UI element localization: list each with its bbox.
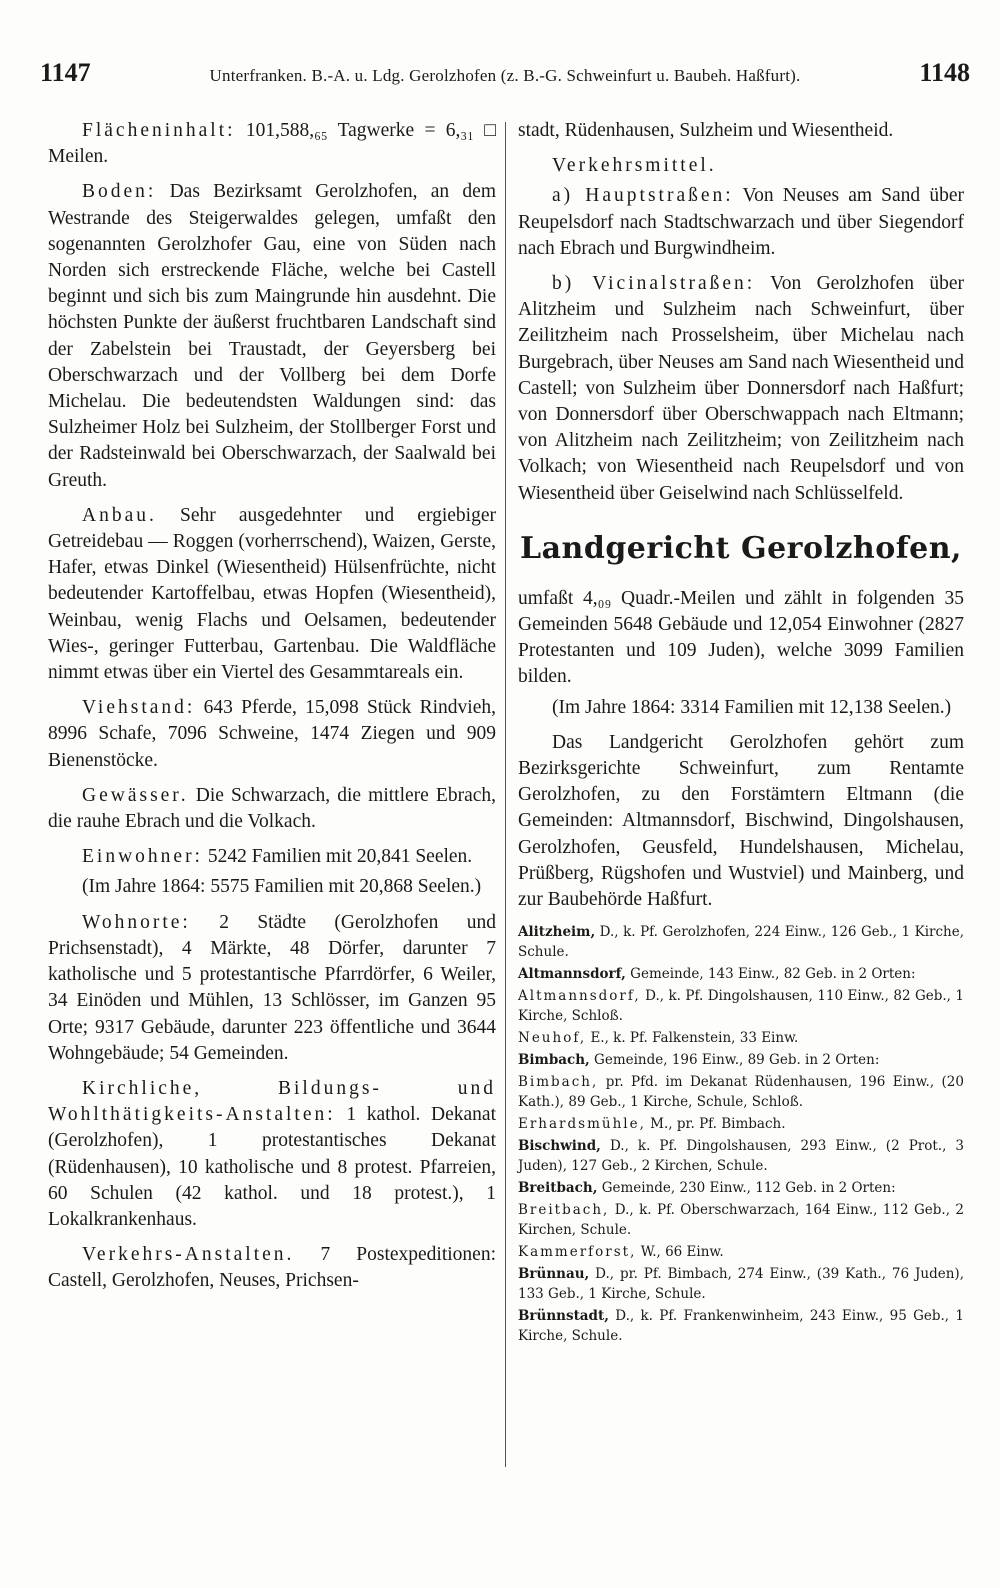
paragraph-verkehrs-anstalten-continued: stadt, Rüdenhausen, Sulzheim und Wiesentheid. [518, 120, 894, 141]
paragraph-kirchliche-anstalten: Kirchliche, Bildungs- und Wohlthätigkeits-Anstalten: 1 kathol. Dekanat (Gerolzhofen), 1 protestantisches Dekanat (Rüdenhausen), 10 katholische und 8 protest. Pfarreien, 60 Schulen (42 kathol. und 18 protest.), 1 Lokalkrankenhaus. [48, 1077, 496, 1230]
paragraph-hauptstrassen: a) Hauptstraßen: Von Neuses am Sand über Reupelsdorf nach Stadtschwarzach und über Siegendorf nach Ebrach und Burgwindheim. [518, 185, 964, 259]
paragraph-anbau: Anbau. Sehr ausgedehnter und ergiebiger Getreidebau — Roggen (vorherrschend), Waizen, Gerste, Hafer, etwas Dinkel (Wiesentheid) Hülsenfrüchte, nicht bedeutender Kartoffelbau, etwas Hopfen (Wiesentheid), Weinbau, wenig Flachs und Oelsamen, bedeutender Wies-, geringer Futterbau, Gartenbau. Die Waldfläche nimmt etwas über ein Viertel des Gesammtareals ein. [48, 504, 496, 684]
gazetteer-sub-entry: Neuhof, E., k. Pf. Falkenstein, 33 Einw. [518, 1030, 799, 1047]
gazetteer-entries [518, 922, 964, 1346]
gazetteer-entry: Altmannsdorf, Gemeinde, 143 Einw., 82 Geb. in 2 Orten: [518, 966, 916, 983]
paragraph-landgericht-jahr-1864: (Im Jahre 1864: 3314 Familien mit 12,138 Seelen.) [552, 696, 952, 718]
running-title: Unterfranken. B.-A. u. Ldg. Gerolzhofen (z. B.-G. Schweinfurt u. Baubeh. Haßfurt). [209, 66, 801, 85]
paragraph-viehstand: Viehstand: 643 Pferde, 15,098 Stück Rindvieh, 8996 Schafe, 7096 Schweine, 1474 Ziegen und 909 Bienenstöcke. [48, 697, 496, 771]
heading-verkehrsmittel: Verkehrsmittel. [552, 155, 717, 177]
paragraph-gewaesser: Gewässer. Die Schwarzach, die mittlere Ebrach, die rauhe Ebrach und die Volkach. [48, 784, 497, 833]
paragraph-wohnorte: Wohnorte: 2 Städte (Gerolzhofen und Prichsenstadt), 4 Märkte, 48 Dörfer, darunter 7 katholische und 5 protestantische Pfarrdörfer, 6 Weiler, 34 Einöden und Mühlen, 13 Schlösser, im Ganzen 95 Orte; 9317 Gebäude, darunter 223 öffentliche und 3644 Wohngebäude; 54 Gemeinden. [48, 911, 497, 1064]
gazetteer-entry: Bischwind, D., k. Pf. Dingolshausen, 293 Einw., (2 Prot., 3 Juden), 127 Geb., 2 Kirchen, Schule. [518, 1138, 964, 1175]
paragraph-flaecheninhalt: Flächeninhalt: 101,588,₆₅ Tagwerke = 6,₃₁ □ Meilen. [48, 120, 497, 168]
paragraph-vicinalstrassen: b) Vicinalstraßen: Von Gerolzhofen über Alitzheim und Sulzheim nach Schweinfurt, über Zeilitzheim nach Prosselsheim, über Michelau nach Burgebrach, über Neuses am Sand nach Wiesentheid und Castell; von Sulzheim über Donnersdorf nach Haßfurt; von Donnersdorf über Oberschwappach nach Eltmann; von Alitzheim nach Zeilitzheim; von Zeilitzheim nach Volkach; von Wiesentheid nach Reupelsdorf und von Wiesentheid über Geiselwind nach Schlüsselfeld. [518, 273, 965, 504]
gazetteer-sub-entry: Erhardsmühle, M., pr. Pf. Bimbach. [518, 1116, 786, 1133]
paragraph-einwohner: Einwohner: 5242 Familien mit 20,841 Seelen. [82, 846, 473, 868]
page-header [40, 58, 970, 98]
gazetteer-sub-entry: Bimbach, pr. Pfd. im Dekanat Rüdenhausen, 196 Einw., (20 Kath.), 89 Geb., 1 Kirche, Schule, Schloß. [518, 1074, 964, 1111]
paragraph-jahr-1864: (Im Jahre 1864: 5575 Familien mit 20,868 Seelen.) [82, 876, 482, 898]
gazetteer-entry: Breitbach, Gemeinde, 230 Einw., 112 Geb. in 2 Orten: [518, 1180, 896, 1197]
gazetteer-entry: Brünnstadt, D., k. Pf. Frankenwinheim, 243 Einw., 95 Geb., 1 Kirche, Schule. [518, 1308, 964, 1345]
gazetteer-sub-entry: Kammerforst, W., 66 Einw. [518, 1244, 724, 1261]
paragraph-landgericht-intro: umfaßt 4,₀₉ Quadr.-Meilen und zählt in folgenden 35 Gemeinden 5648 Gebäude und 12,054 Einwohner (2827 Protestanten und 109 Juden), welche 3099 Familien bilden. [518, 587, 964, 688]
gazetteer-entry: Bimbach, Gemeinde, 196 Einw., 89 Geb. in 2 Orten: [518, 1052, 880, 1069]
paragraph-boden: Boden: Das Bezirksamt Gerolzhofen, an dem Westrande des Steigerwaldes gelegen, umfaßt den sogenannten Gerolzhofer Gau, eine von Süden nach Norden sich erstreckende Fläche, welche bei Castell beginnt und sich bis zum Maingrunde hin ausdehnt. Die höchsten Punkte der äußerst fruchtbaren Landschaft sind der Zabelstein bei Traustadt, der Geyersberg bei Oberschwarzach und der Vollberg bei dem Dorfe Michelau. Die bedeutendsten Waldungen sind: das Sulzheimer Holz bei Sulzheim, der Stollberger Forst und der Radsteinwald bei Oberschwarzach, der Saalwald bei Greuth. [48, 181, 496, 491]
paragraph-landgericht-zugehoerigkeit: Das Landgericht Gerolzhofen gehört zum Bezirksgerichte Schweinfurt, zum Rentamte Gerolzhofen, zu den Forstämtern Eltmann (die Gemeinden: Altmannsdorf, Bischwind, Dingolshausen, Gerolzhofen, Geusfeld, Hundelshausen, Michelau, Prüßberg, Rügshofen und Wustviel) und Mainberg, und zur Baubehörde Haßfurt. [518, 731, 964, 911]
right-column [518, 118, 964, 1348]
page-number-left: 1147 [40, 58, 91, 87]
column-divider [505, 122, 506, 1467]
gazetteer-sub-entry: Breitbach, D., k. Pf. Oberschwarzach, 164 Einw., 112 Geb., 2 Kirchen, Schule. [518, 1202, 964, 1239]
section-title: Landgericht Gerolzhofen, [520, 530, 962, 566]
gazetteer-sub-entry: Altmannsdorf, D., k. Pf. Dingolshausen, 110 Einw., 82 Geb., 1 Kirche, Schloß. [518, 988, 964, 1025]
left-column [48, 118, 496, 1304]
page-number-right: 1148 [919, 58, 970, 87]
gazetteer-entry: Alitzheim, D., k. Pf. Gerolzhofen, 224 Einw., 126 Geb., 1 Kirche, Schule. [518, 924, 965, 961]
gazetteer-entry: Brünnau, D., pr. Pf. Bimbach, 274 Einw., (39 Kath., 76 Juden), 133 Geb., 1 Kirche, Schule. [518, 1266, 964, 1303]
paragraph-verkehrs-anstalten: Verkehrs-Anstalten. 7 Postexpeditionen: Castell, Gerolzhofen, Neuses, Prichsen- [48, 1244, 496, 1292]
